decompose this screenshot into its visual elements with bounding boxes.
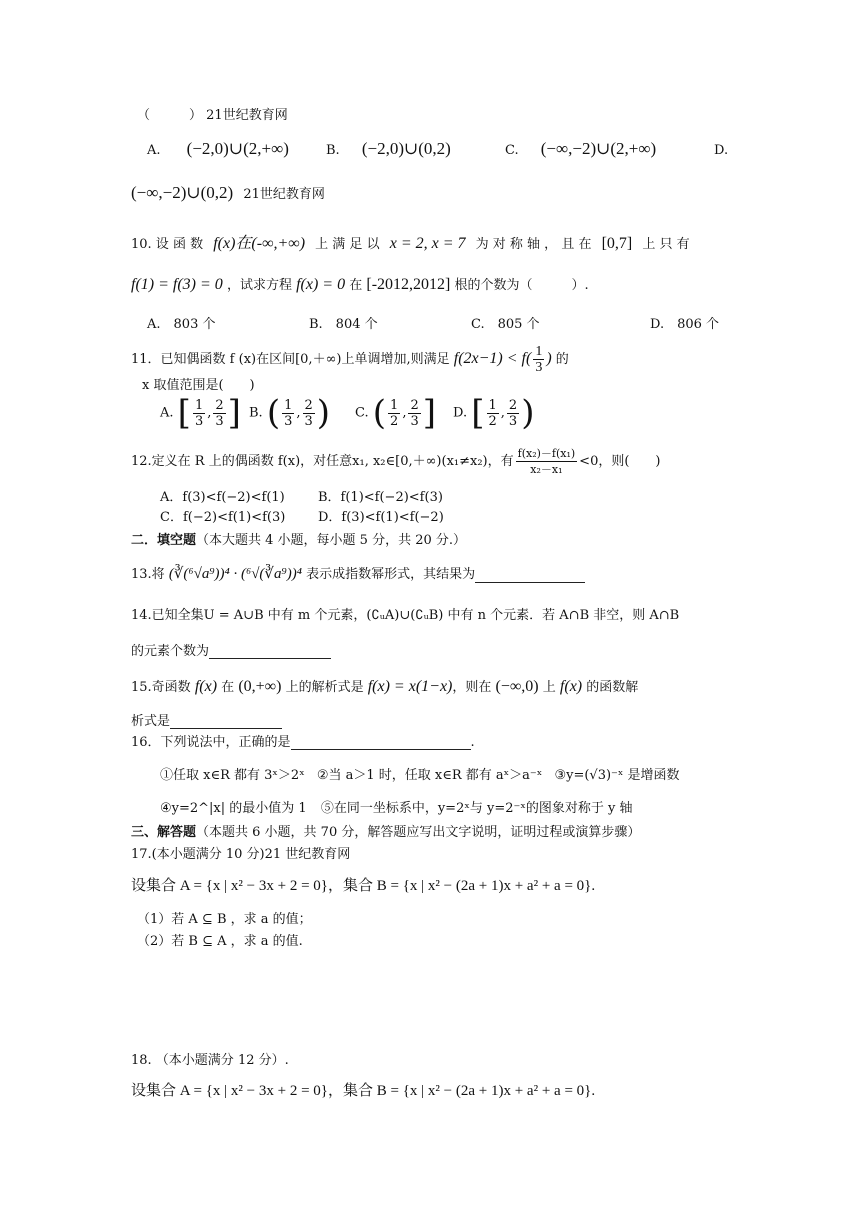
- denominator: 2: [390, 413, 399, 429]
- q11-option-a: A. [ $\frac{1}{3}$ , $\frac{2}{3}$ ]: [160, 393, 241, 433]
- denominator: 3: [508, 413, 518, 429]
- q16-statements-row2: [160, 797, 632, 816]
- q11-option-d: D. [ $\frac{1}{2}$ , $\frac{2}{3}$ ): [453, 393, 535, 433]
- q16-statement-3: ③y=(√3)⁻ˣ 是增函数: [554, 768, 680, 783]
- q13-expression: (∛(⁶√a⁹))⁴ · (⁶√(∛a⁹))⁴: [168, 566, 302, 582]
- q18-sets: 设集合 A = {x | x² − 3x + 2 = 0}，集合 B = {x | x² − (2a + 1)x + a² + a = 0}.: [131, 1083, 596, 1099]
- q10-text: 根的个数为（ ）.: [454, 278, 589, 293]
- q18-heading: 18. （本小题满分 12 分）.: [131, 1053, 289, 1068]
- section-3-heading: [131, 821, 640, 840]
- q15-text: 上的解析式是: [285, 680, 364, 695]
- q10-option-b: B. 804 个: [309, 317, 378, 332]
- q12-option-a: A．f(3)<f(−2)<f(1): [160, 490, 285, 505]
- section-title: 三、解答题: [131, 825, 197, 840]
- q9-answer-paren: （ ）: [137, 108, 203, 123]
- q10-option-a: A. 803 个: [147, 317, 216, 332]
- option-value: (−2,0)∪(2,+∞): [186, 139, 289, 158]
- q16-statement-5: ⑤在同一坐标系中，y=2ˣ与 y=2⁻ˣ的图象对称于 y 轴: [320, 801, 633, 816]
- q9-option-b: [326, 139, 451, 159]
- q10-text: 在: [349, 278, 363, 293]
- q10-condition: f(1) = f(3) = 0: [131, 276, 223, 293]
- option-label: C.: [355, 405, 369, 421]
- fraction: [388, 398, 400, 429]
- q11-stem-line1: [131, 344, 569, 375]
- bracket: ]: [422, 393, 436, 433]
- q15-text: 的函数解: [586, 680, 639, 695]
- option-value: (−∞,−2)∪(2,+∞): [540, 139, 657, 158]
- q10-equation: f(x) = 0: [296, 276, 346, 293]
- option-label: A.: [147, 143, 161, 158]
- numerator: 2: [508, 397, 518, 413]
- q11-text: 11．已知偶函数 f (x)在区间[0,＋∞)上单调增加,则满足: [131, 352, 450, 367]
- q16-statement-4: ④y=2^|x| 的最小值为 1: [160, 801, 307, 816]
- q15-answer-blank[interactable]: [170, 714, 282, 729]
- q10-text: 上 满 足 以: [315, 237, 380, 252]
- q11-stem-line2: x 取值范围是( ): [142, 378, 255, 393]
- q15-expression: f(x) = x(1−x): [367, 678, 453, 695]
- numerator: 2: [304, 397, 313, 413]
- numerator: 1: [390, 397, 399, 413]
- q10-stem-line1: [131, 230, 690, 253]
- q14-text: 的元素个数为: [131, 644, 210, 659]
- q15-interval: (−∞,0): [495, 678, 539, 695]
- option-label: B.: [249, 405, 263, 421]
- q15-text: ，则在: [452, 680, 492, 695]
- q15-interval: (0,+∞): [238, 678, 282, 695]
- q12-fraction: [516, 446, 578, 477]
- option-label: A.: [160, 405, 174, 421]
- q13: [131, 563, 585, 583]
- fraction: [487, 398, 499, 429]
- q11-fraction: [533, 344, 544, 375]
- q9-stem: [137, 107, 288, 125]
- option-value: (−2,0)∪(0,2): [361, 139, 451, 158]
- q10-text: 为 对 称 轴 ， 且 在: [475, 237, 592, 252]
- option-label: B.: [326, 143, 340, 158]
- q12-option-b: B．f(1)<f(−2)<f(3): [318, 490, 443, 505]
- numerator: f(x₂)－f(x₁): [517, 447, 576, 460]
- section-title: 二．填空题: [131, 533, 197, 548]
- fraction: [303, 398, 315, 429]
- section-desc: （本大题共 4 小题，每小题 5 分，共 20 分.）: [196, 533, 467, 548]
- q13-text: 13.将: [131, 567, 165, 582]
- q17-sets: 设集合 A = {x | x² − 3x + 2 = 0}，集合 B = {x | x² − (2a + 1)x + a² + a = 0}.: [131, 878, 596, 894]
- q14-line1: 14.已知全集U = A∪B 中有 m 个元素，(∁ᵤA)∪(∁ᵤB) 中有 n 个元素．若 A∩B 非空，则 A∩B: [131, 608, 680, 623]
- q13-text: 表示成指数幂形式，其结果为: [306, 567, 476, 582]
- denominator: 3: [304, 413, 313, 429]
- q10-function: f(x)在(-∞,+∞): [213, 235, 306, 252]
- bracket: ]: [227, 393, 241, 433]
- denominator: 3: [284, 413, 293, 429]
- q15-function: f(x): [194, 678, 218, 695]
- q14-line2: [131, 640, 331, 659]
- section-2-heading: [131, 529, 466, 548]
- numerator: 1: [488, 397, 497, 413]
- denominator: 2: [488, 413, 497, 429]
- bracket: ): [316, 393, 331, 433]
- q10-option-d: D. 806 个: [650, 317, 720, 332]
- q15-function: f(x): [559, 678, 583, 695]
- bracket: (: [372, 393, 387, 433]
- numerator: 2: [410, 397, 419, 413]
- q14-answer-blank[interactable]: [209, 644, 331, 659]
- q12-option-d: D．f(3)<f(1)<f(−2): [318, 510, 444, 525]
- q11-text: 的: [555, 352, 569, 367]
- q10-interval: [0,7]: [601, 235, 633, 252]
- numerator: 2: [215, 397, 224, 413]
- option-label: D.: [453, 405, 468, 421]
- q16-statement-2: ②当 a＞1 时，任取 x∈R 都有 aˣ＞a⁻ˣ: [316, 768, 543, 783]
- q16-text: .: [470, 735, 475, 750]
- q9-option-c: [505, 139, 656, 159]
- q12-text: 12.定义在 R 上的偶函数 f(x)，对任意x₁, x₂∈[0,＋∞)(x₁≠x₂)，有: [131, 454, 514, 469]
- denominator: 3: [535, 360, 543, 375]
- denominator: x₂－x₁: [530, 463, 563, 476]
- q17-part-1: （1）若 A ⊆ B ，求 a 的值；: [137, 912, 312, 927]
- q9-source: 21世纪教育网: [243, 187, 325, 202]
- q11-inequality: f(2x−1) < f(: [453, 350, 532, 367]
- q10-text: ，试求方程: [226, 278, 292, 293]
- q10-axes: x = 2, x = 7: [389, 235, 466, 252]
- fraction: [282, 398, 294, 429]
- bracket: (: [266, 393, 281, 433]
- q15-text: 15.奇函数: [131, 680, 191, 695]
- q12-text: <0，则( ): [579, 454, 661, 469]
- q15-text: 上: [542, 680, 556, 695]
- q9-option-a: [147, 139, 289, 159]
- q11-paren: ): [546, 350, 552, 367]
- q9-option-d-label: D.: [714, 143, 729, 158]
- q10-stem-line2: [131, 274, 589, 294]
- fraction: [193, 398, 205, 429]
- numerator: 1: [284, 397, 293, 413]
- q10-text: 10. 设 函 数: [131, 237, 204, 252]
- q15-text: 在: [221, 680, 235, 695]
- q15-text: 析式是: [131, 714, 171, 729]
- q10-range: [-2012,2012]: [366, 276, 451, 293]
- q17-heading: 17.(本小题满分 10 分)21 世纪教育网: [131, 847, 351, 862]
- q16-text: 16．下列说法中，正确的是: [131, 735, 291, 750]
- denominator: 3: [215, 413, 224, 429]
- q17-part-2: （2）若 B ⊆ A ，求 a 的值.: [137, 934, 303, 949]
- fraction: [213, 398, 225, 429]
- q16-answer-blank[interactable]: [291, 735, 471, 750]
- q15-line2: [131, 710, 282, 729]
- bracket: ): [521, 393, 535, 433]
- numerator: 1: [194, 397, 204, 413]
- q12-stem: [131, 446, 660, 477]
- bracket: [: [177, 393, 191, 433]
- section-desc: （本题共 6 小题，共 70 分，解答题应写出文字说明，证明过程或演算步骤）: [196, 825, 641, 840]
- bracket: [: [471, 393, 485, 433]
- q16-statements-row1: [160, 764, 680, 783]
- q13-answer-blank[interactable]: [475, 568, 585, 583]
- q10-option-c: C. 805 个: [471, 317, 540, 332]
- fraction: [507, 398, 519, 429]
- q12-option-c: C．f(−2)<f(1)<f(3): [160, 510, 286, 525]
- q10-text: 上 只 有: [642, 237, 690, 252]
- option-label: C.: [505, 143, 519, 158]
- q9-source: 21世纪教育网: [206, 108, 288, 123]
- fraction: [408, 398, 420, 429]
- q9-option-d: [131, 183, 325, 203]
- denominator: 3: [410, 413, 419, 429]
- q11-option-b: B. ( $\frac{1}{3}$ , $\frac{2}{3}$ ): [249, 393, 331, 433]
- q16-stem: [131, 731, 475, 750]
- option-value: (−∞,−2)∪(0,2): [131, 183, 234, 202]
- q16-statement-1: ①任取 x∈R 都有 3ˣ＞2ˣ: [160, 768, 305, 783]
- denominator: 3: [194, 413, 204, 429]
- numerator: 1: [535, 344, 543, 359]
- q15-line1: [131, 676, 638, 696]
- q11-option-c: C. ( $\frac{1}{2}$ , $\frac{2}{3}$ ]: [355, 393, 436, 433]
